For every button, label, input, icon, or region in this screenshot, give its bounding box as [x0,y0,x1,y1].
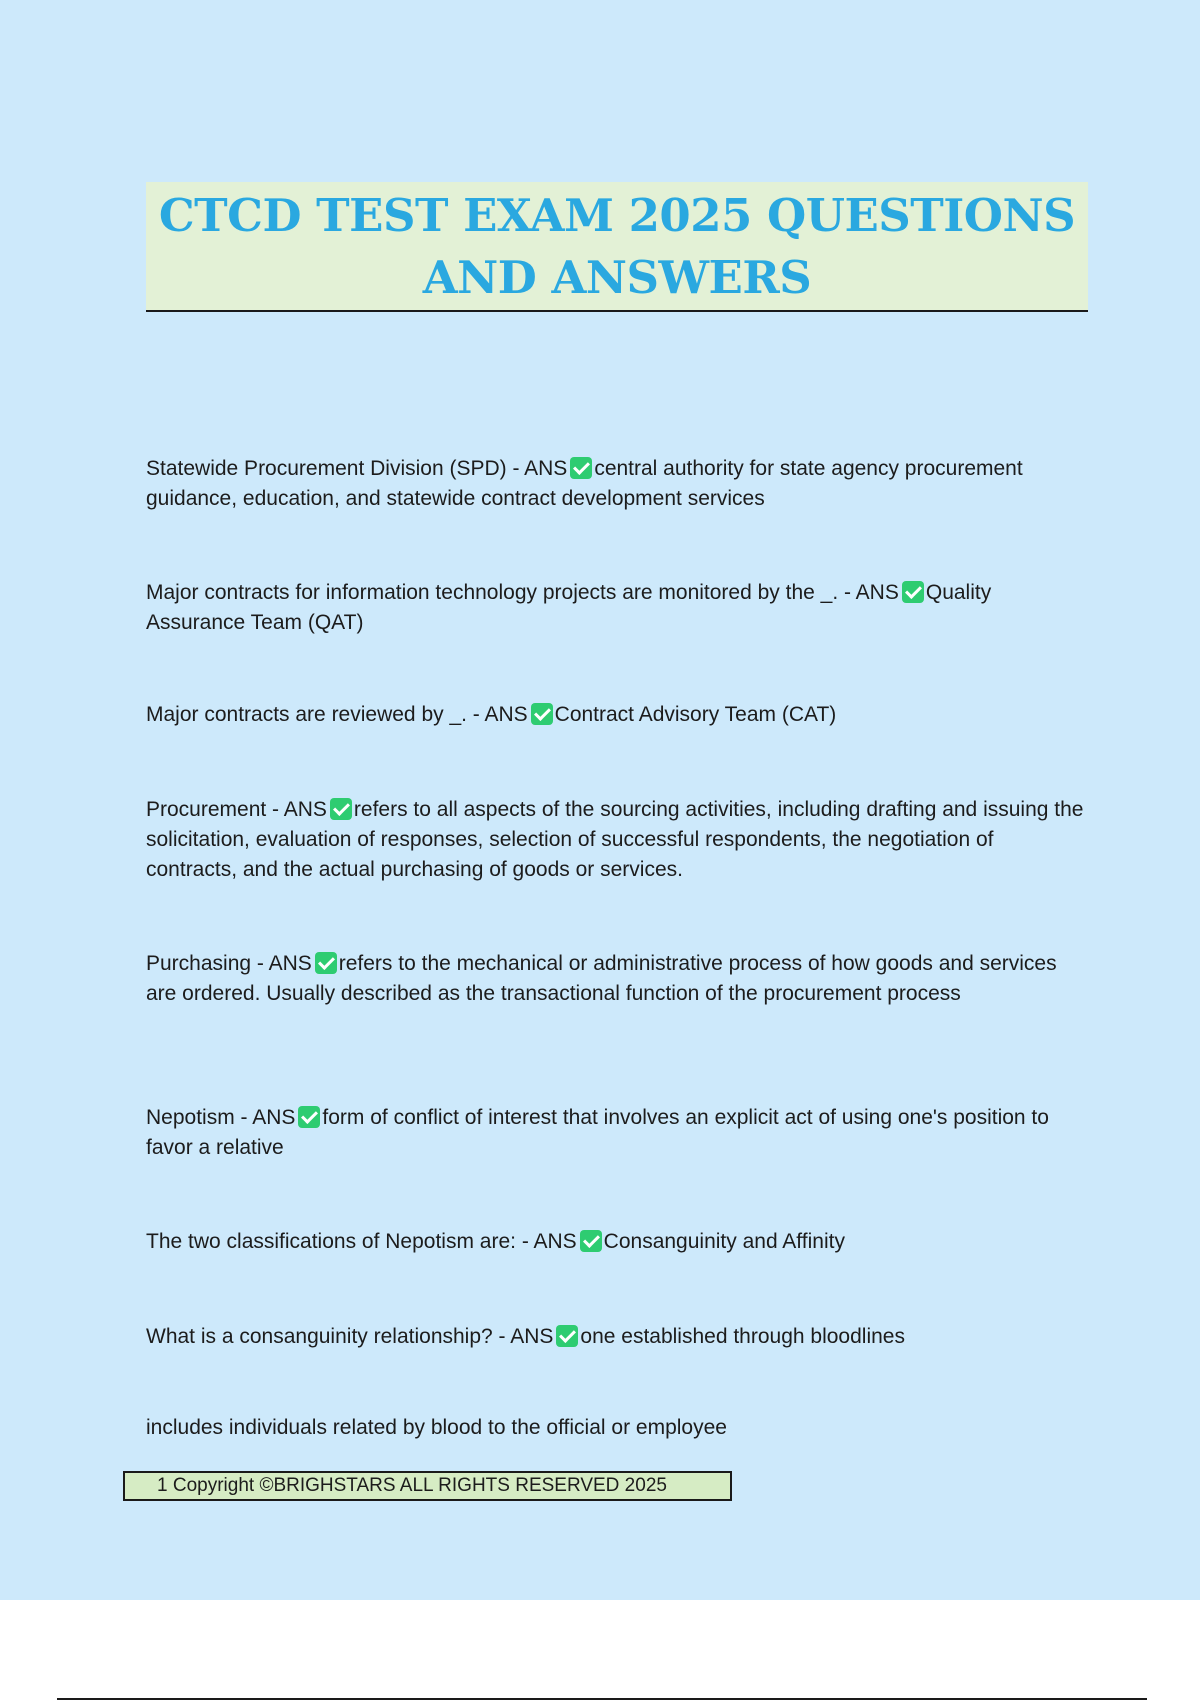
qa-item [146,949,1086,1009]
question-text: Major contracts are reviewed by _. - ANS [146,703,528,726]
document-title-line-2: AND ANSWERS [422,251,812,304]
question-text: Purchasing - ANS [146,952,312,975]
answer-text: refers to all aspects of the sourcing activities, including drafting and issuing the solicitation, evaluation of responses, selection of successful respondents, the negotiation of contracts, and the actual purchasing of goods or services. [146,798,1084,881]
title-banner [146,182,1088,312]
qa-item [146,1103,1086,1163]
answer-text: Consanguinity and Affinity [603,1230,845,1253]
question-text: The two classifications of Nepotism are: - ANS [146,1230,577,1253]
answer-text: Quality Assurance Team (QAT) [146,581,992,634]
answer-text: one established through bloodlines [580,1325,905,1348]
question-text: Procurement - ANS [146,798,327,821]
answer-text: refers to the mechanical or administrative process of how goods and services are ordered. Usually described as the transactional function of the procurement process [146,952,1057,1005]
qa-item [146,1322,1086,1352]
qa-item [146,1227,1086,1257]
qa-item [146,578,1086,638]
check-mark-icon [315,952,337,974]
check-mark-icon [902,581,924,603]
check-mark-icon [556,1325,578,1347]
check-mark-icon [570,457,592,479]
answer-text: form of conflict of interest that involves an explicit act of using one's position to favor a relative [146,1106,1049,1159]
qa-item [146,795,1086,885]
question-text: What is a consanguinity relationship? - ANS [146,1325,554,1348]
document-title-line-1: CTCD TEST EXAM 2025 QUESTIONS [158,189,1076,242]
answer-text: central authority for state agency procurement guidance, education, and statewide contract development services [146,457,1023,510]
question-text: Nepotism - ANS [146,1106,296,1129]
qa-item [146,454,1086,514]
question-text: Statewide Procurement Division (SPD) - ANS [146,457,568,480]
copyright-footer: 1 Copyright ©BRIGHSTARS ALL RIGHTS RESERVED 2025 [123,1471,732,1501]
qa-item [146,700,1086,730]
check-mark-icon [580,1230,602,1252]
check-mark-icon [330,798,352,820]
answer-text: Contract Advisory Team (CAT) [554,703,837,726]
check-mark-icon [298,1106,320,1128]
question-text: Major contracts for information technology projects are monitored by the _. - ANS [146,581,899,604]
check-mark-icon [531,703,553,725]
answer-continuation: includes individuals related by blood to the official or employee [146,1416,727,1439]
